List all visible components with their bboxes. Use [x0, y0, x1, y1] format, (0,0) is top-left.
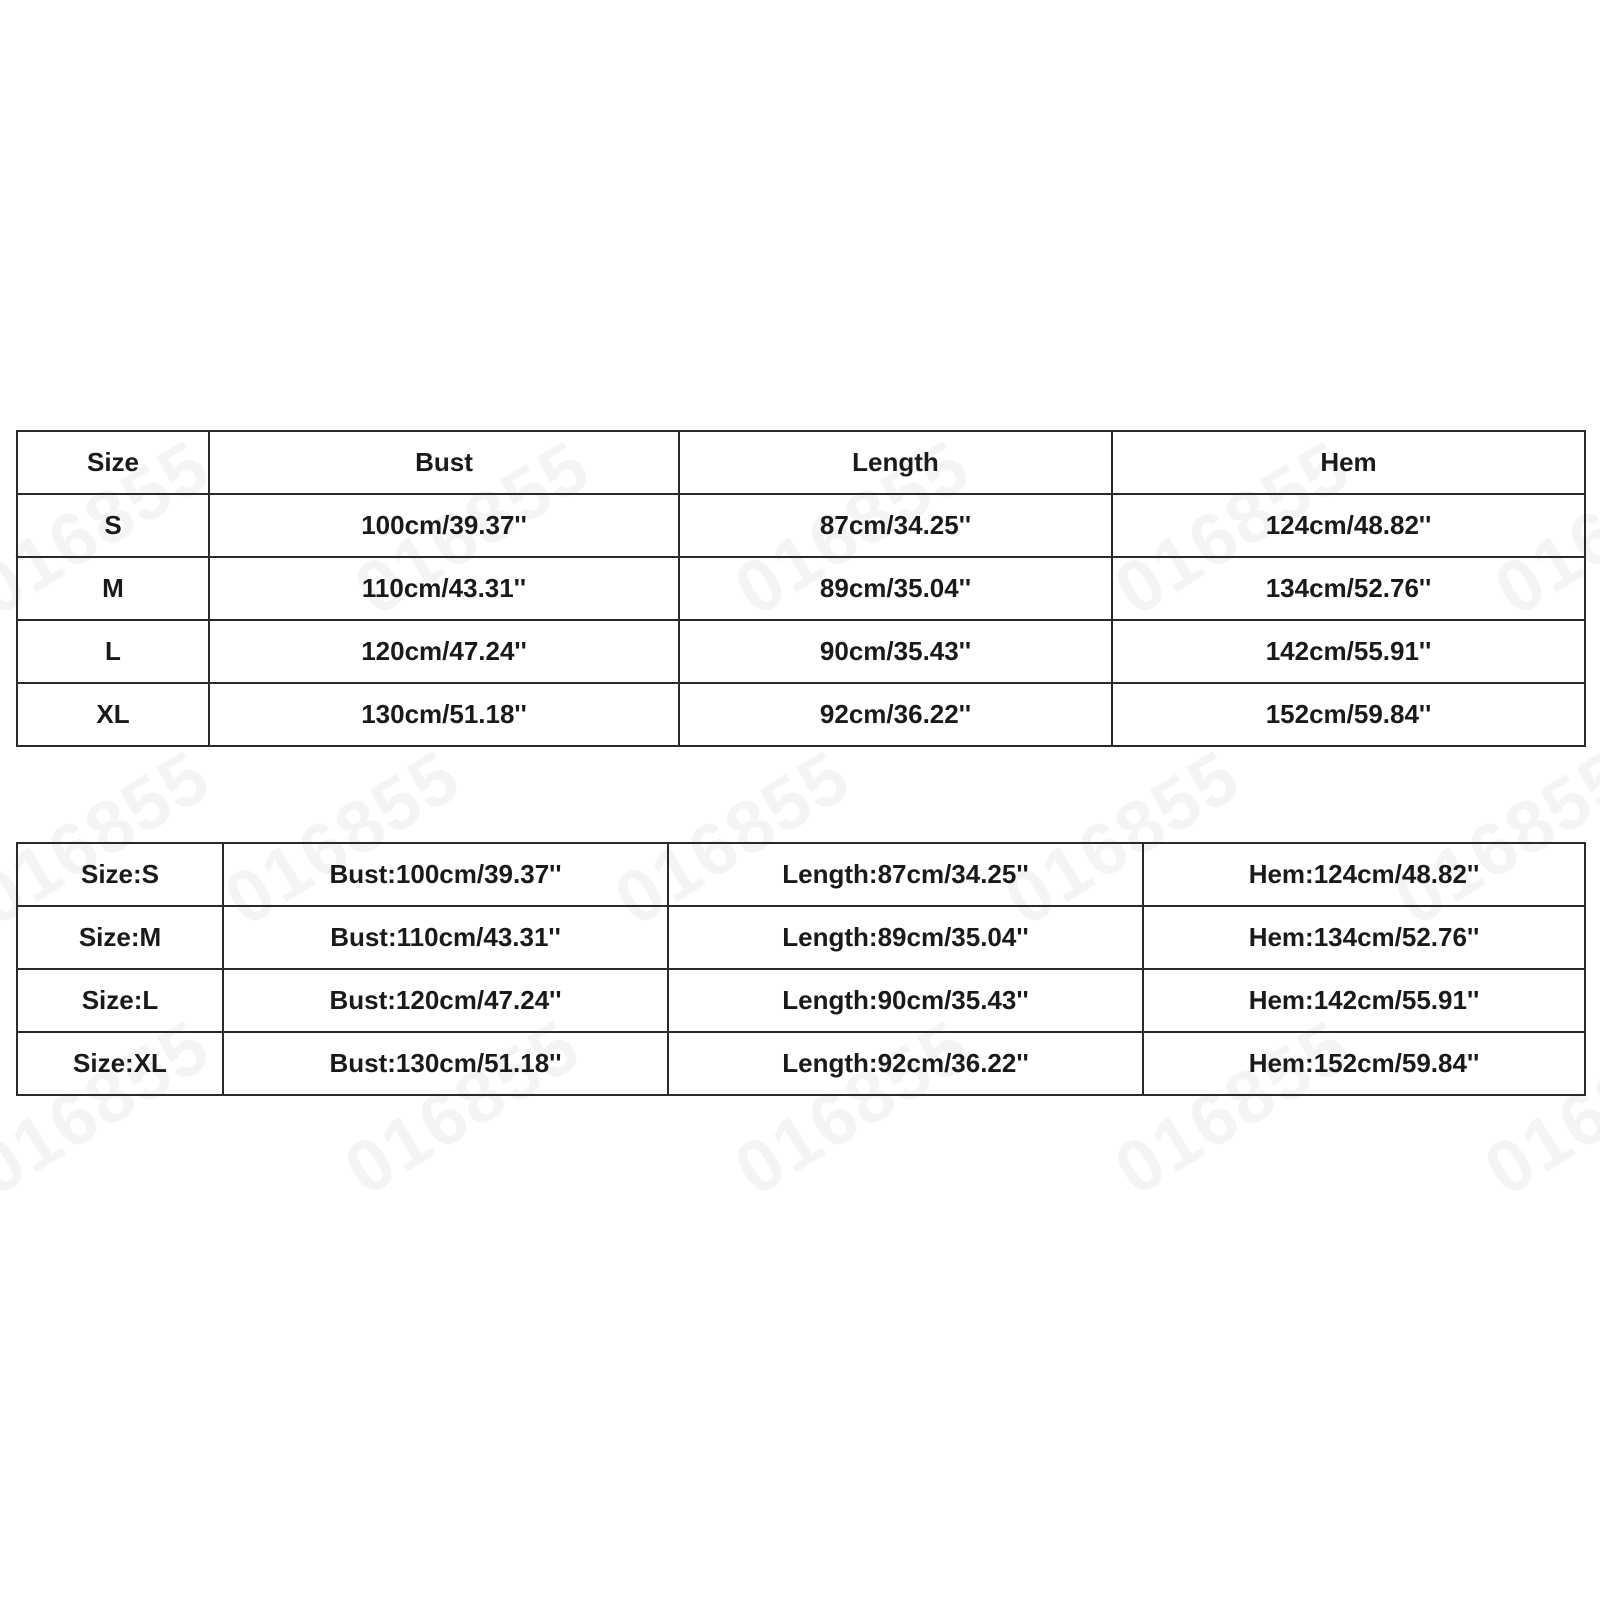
header-size: Size [17, 431, 209, 494]
table-row [17, 557, 1585, 620]
cell-length: 92cm/36.22'' [679, 683, 1112, 746]
cell-size: Size:S [17, 843, 223, 906]
cell-length: Length:87cm/34.25'' [668, 843, 1143, 906]
table-row [17, 906, 1585, 969]
cell-size: Size:L [17, 969, 223, 1032]
size-chart-table-columns [16, 430, 1586, 747]
table-row [17, 494, 1585, 557]
cell-hem: Hem:134cm/52.76'' [1143, 906, 1585, 969]
cell-hem: Hem:152cm/59.84'' [1143, 1032, 1585, 1095]
cell-length: Length:89cm/35.04'' [668, 906, 1143, 969]
size-chart-table-labeled [16, 842, 1586, 1096]
cell-length: 87cm/34.25'' [679, 494, 1112, 557]
table-header-row [17, 431, 1585, 494]
header-hem: Hem [1112, 431, 1585, 494]
table-row [17, 1032, 1585, 1095]
cell-size: L [17, 620, 209, 683]
cell-bust: 120cm/47.24'' [209, 620, 679, 683]
cell-hem: 124cm/48.82'' [1112, 494, 1585, 557]
cell-length: Length:92cm/36.22'' [668, 1032, 1143, 1095]
cell-size: Size:M [17, 906, 223, 969]
cell-bust: Bust:100cm/39.37'' [223, 843, 668, 906]
cell-hem: Hem:124cm/48.82'' [1143, 843, 1585, 906]
cell-hem: 152cm/59.84'' [1112, 683, 1585, 746]
cell-bust: Bust:130cm/51.18'' [223, 1032, 668, 1095]
cell-size: XL [17, 683, 209, 746]
cell-hem: Hem:142cm/55.91'' [1143, 969, 1585, 1032]
table-row [17, 683, 1585, 746]
cell-bust: 110cm/43.31'' [209, 557, 679, 620]
cell-length: 89cm/35.04'' [679, 557, 1112, 620]
cell-size: S [17, 494, 209, 557]
table-row [17, 843, 1585, 906]
cell-size: Size:XL [17, 1032, 223, 1095]
cell-bust: 130cm/51.18'' [209, 683, 679, 746]
cell-hem: 134cm/52.76'' [1112, 557, 1585, 620]
header-bust: Bust [209, 431, 679, 494]
table-row [17, 620, 1585, 683]
cell-hem: 142cm/55.91'' [1112, 620, 1585, 683]
cell-length: Length:90cm/35.43'' [668, 969, 1143, 1032]
cell-length: 90cm/35.43'' [679, 620, 1112, 683]
table-row [17, 969, 1585, 1032]
cell-size: M [17, 557, 209, 620]
cell-bust: Bust:110cm/43.31'' [223, 906, 668, 969]
cell-bust: 100cm/39.37'' [209, 494, 679, 557]
header-length: Length [679, 431, 1112, 494]
cell-bust: Bust:120cm/47.24'' [223, 969, 668, 1032]
